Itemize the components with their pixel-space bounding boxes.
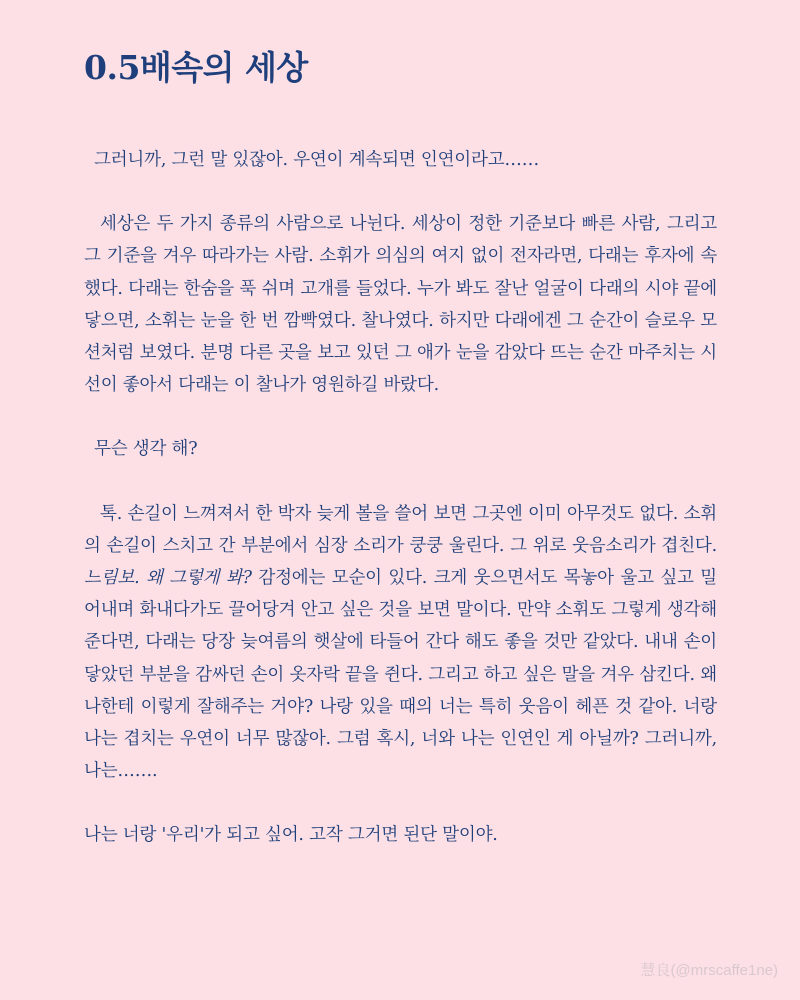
narrative-paragraph-2	[84, 498, 717, 788]
paragraph-gap	[84, 176, 717, 208]
dialogue-paragraph-2: 무슨 생각 해?	[94, 439, 198, 460]
author-credit: 慧良(@mrscaffe1ne)	[640, 962, 778, 979]
narrative-text-before-italic: 톡. 손길이 느껴져서 한 박자 늦게 볼을 쓸어 보면 그곳엔 이미 아무것도 없다. 소휘의 손길이 스치고 간 부분에서 심장 소리가 쿵쿵 울린다. 그 위로 웃음소리가 겹친다.	[84, 503, 717, 556]
paragraph-gap	[84, 466, 717, 498]
story-body	[84, 144, 717, 852]
narrative-text-after-italic: 감정에는 모순이 있다. 크게 웃으면서도 목놓아 울고 싶고 밀어내며 화내다가도 끌어당겨 안고 싶은 것을 보면 말이다. 만약 소휘도 그렇게 생각해준다면, 다래는 당장 늦여름의 햇살에 타들어 간다 해도 좋을 것만 같았다. 내내 손이 닿았던 부분을 감싸던 손이 옷자락 끝을 쥔다. 그리고 하고 싶은 말을 겨우 삼킨다. 왜 나한테 이렇게 잘해주는 거야? 나랑 있을 때의 너는 특히 웃음이 헤픈 것 같아. 너랑 나는 겹치는 우연이 너무 많잖아. 그럼 혹시, 너와 나는 인연인 게 아닐까? 그러니까, 나는…….	[84, 568, 718, 782]
page-title: 0.5배속의 세상	[84, 48, 308, 87]
narrative-paragraph-1: 세상은 두 가지 종류의 사람으로 나뉜다. 세상이 정한 기준보다 빠른 사람, 그리고 그 기준을 겨우 따라가는 사람. 소휘가 의심의 여지 없이 전자라면, 다래는 후자에 속했다. 다래는 한숨을 푹 쉬며 고개를 들었다. 누가 봐도 잘난 얼굴이 다래의 시야 끝에 닿으면, 소휘는 눈을 한 번 깜빡였다. 찰나였다. 하지만 다래에겐 그 순간이 슬로우 모션처럼 보였다. 분명 다른 곳을 보고 있던 그 애가 눈을 감았다 뜨는 순간 마주치는 시선이 좋아서 다래는 이 찰나가 영원하길 바랐다.	[84, 214, 717, 396]
paragraph-gap	[84, 787, 717, 819]
dialogue-paragraph-1: 그러니까, 그런 말 있잖아. 우연이 계속되면 인연이라고……	[94, 150, 540, 170]
italic-inner-thought: 느림보. 왜 그렇게 봐?	[84, 568, 252, 589]
closing-line: 나는 너랑 '우리'가 되고 싶어. 고작 그거면 된단 말이야.	[84, 825, 498, 846]
paragraph-gap	[84, 401, 717, 433]
